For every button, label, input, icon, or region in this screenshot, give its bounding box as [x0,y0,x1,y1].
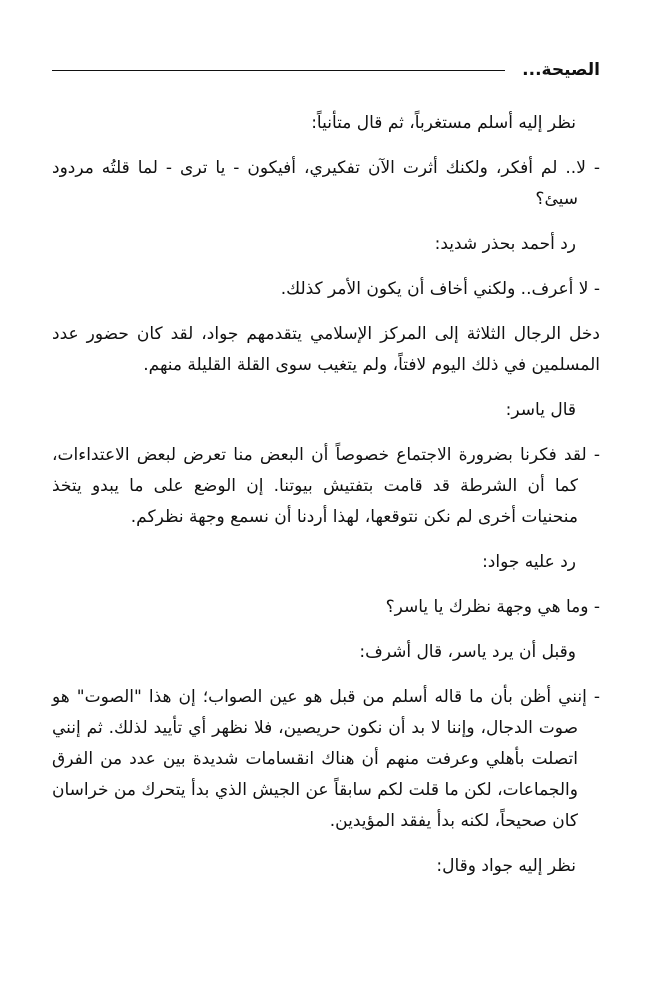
paragraph-dialogue: - لا.. لم أفكر، ولكنك أثرت الآن تفكيري، أفيكون - يا ترى - لما قلتُه مردود سيئ؟ [52,158,600,209]
paragraph-dialogue: - لقد فكرنا بضرورة الاجتماع خصوصاً أن البعض منا تعرض لبعض الاعتداءات، كما أن الشرطة قد قامت بتفتيش بيوتنا. إن الوضع على ما يبدو يتخذ منحنيات أخرى لم نكن نتوقعها، لهذا أردنا أن نسمع وجهة نظركم. [52,445,600,527]
paragraph-narration: نظر إليه أسلم مستغرباً، ثم قال متأنياً: [311,113,576,133]
paragraph-narration: رد أحمد بحذر شديد: [434,234,576,254]
paragraph-narration: دخل الرجال الثلاثة إلى المركز الإسلامي يتقدمهم جواد، لقد كان حضور عدد المسلمين في ذلك اليوم لافتاً، ولم يتغيب سوى القلة القليلة منهم. [52,324,600,375]
header-rule [52,70,505,71]
paragraph-dialogue: - وما هي وجهة نظرك يا ياسر؟ [385,597,600,617]
paragraph-dialogue: - إنني أظن بأن ما قاله أسلم من قبل هو عين الصواب؛ إن هذا "الصوت" هو صوت الدجال، وإننا لا بد أن نكون حريصين، فلا نظهر أي تأييد لذلك. ثم إنني اتصلت بأهلي وعرفت منهم أن هناك انقسامات شديدة بين عدد من الفرق والجماعات، لكن ما قلت لكم سابقاً عن الجيش الذي بدأ يتحرك من خراسان كان صحيحاً، لكنه بدأ يفقد المؤيدين. [52,687,600,831]
paragraph-dialogue: - لا أعرف.. ولكني أخاف أن يكون الأمر كذلك. [280,279,600,299]
paragraph-narration: وقبل أن يرد ياسر، قال أشرف: [359,642,576,662]
paragraph-narration: رد عليه جواد: [482,552,576,572]
page-body [52,108,600,896]
running-header [52,58,600,84]
paragraph-narration: قال ياسر: [505,400,576,420]
paragraph-narration: نظر إليه جواد وقال: [436,856,576,876]
running-header-title: الصيحة... [522,60,600,80]
